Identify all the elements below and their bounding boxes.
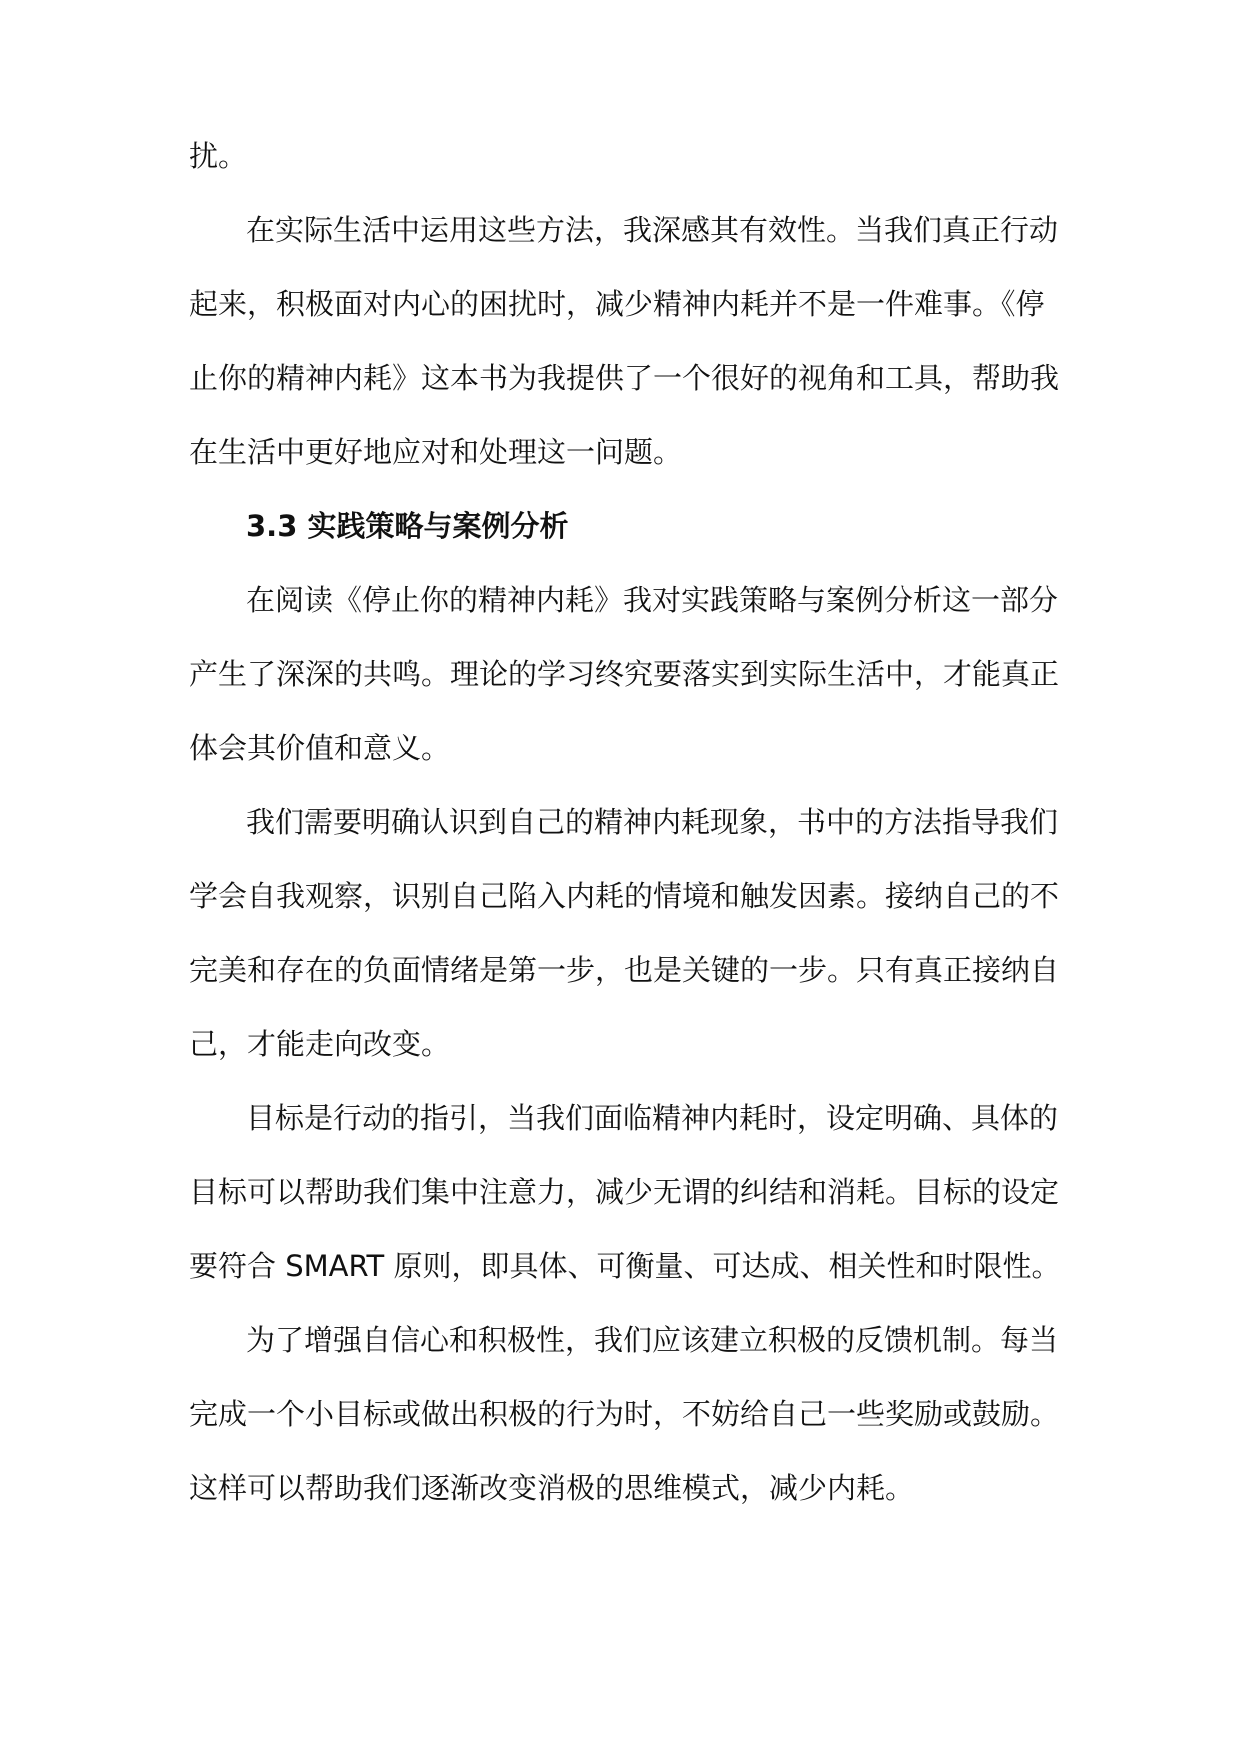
document-body: [189, 136, 1069, 1508]
paragraph-line: 起来，积极面对内心的困扰时，减少精神内耗并不是一件难事。《停: [189, 287, 1045, 321]
section-heading: 3.3 实践策略与案例分析: [246, 509, 569, 543]
paragraph-line: 体会其价值和意义。: [189, 731, 451, 765]
paragraph-line: 止你的精神内耗》这本书为我提供了一个很好的视角和工具，帮助我: [189, 361, 1060, 395]
paragraph-line: 在实际生活中运用这些方法，我深感其有效性。当我们真正行动: [246, 213, 1059, 247]
paragraph-line: 为了增强自信心和积极性，我们应该建立积极的反馈机制。每当: [246, 1323, 1059, 1357]
paragraph-line: 我们需要明确认识到自己的精神内耗现象，书中的方法指导我们: [246, 805, 1059, 839]
paragraph-line: 扰。: [189, 139, 248, 173]
paragraph-line: 要符合 SMART 原则，即具体、可衡量、可达成、相关性和时限性。: [189, 1249, 1061, 1283]
paragraph-line: 目标可以帮助我们集中注意力，减少无谓的纠结和消耗。目标的设定: [189, 1175, 1060, 1209]
paragraph-line: 在生活中更好地应对和处理这一问题。: [189, 435, 683, 469]
paragraph-line: 目标是行动的指引，当我们面临精神内耗时，设定明确、具体的: [246, 1101, 1059, 1135]
paragraph-line: 己，才能走向改变。: [189, 1027, 451, 1061]
paragraph-line: 产生了深深的共鸣。理论的学习终究要落实到实际生活中，才能真正: [189, 657, 1060, 691]
paragraph-line: 完美和存在的负面情绪是第一步，也是关键的一步。只有真正接纳自: [189, 953, 1060, 987]
paragraph-line: 在阅读《停止你的精神内耗》我对实践策略与案例分析这一部分: [246, 583, 1059, 617]
paragraph-line: 这样可以帮助我们逐渐改变消极的思维模式，减少内耗。: [189, 1471, 915, 1505]
paragraph-line: 学会自我观察，识别自己陷入内耗的情境和触发因素。接纳自己的不: [189, 879, 1060, 913]
paragraph-line: 完成一个小目标或做出积极的行为时，不妨给自己一些奖励或鼓励。: [189, 1397, 1060, 1431]
